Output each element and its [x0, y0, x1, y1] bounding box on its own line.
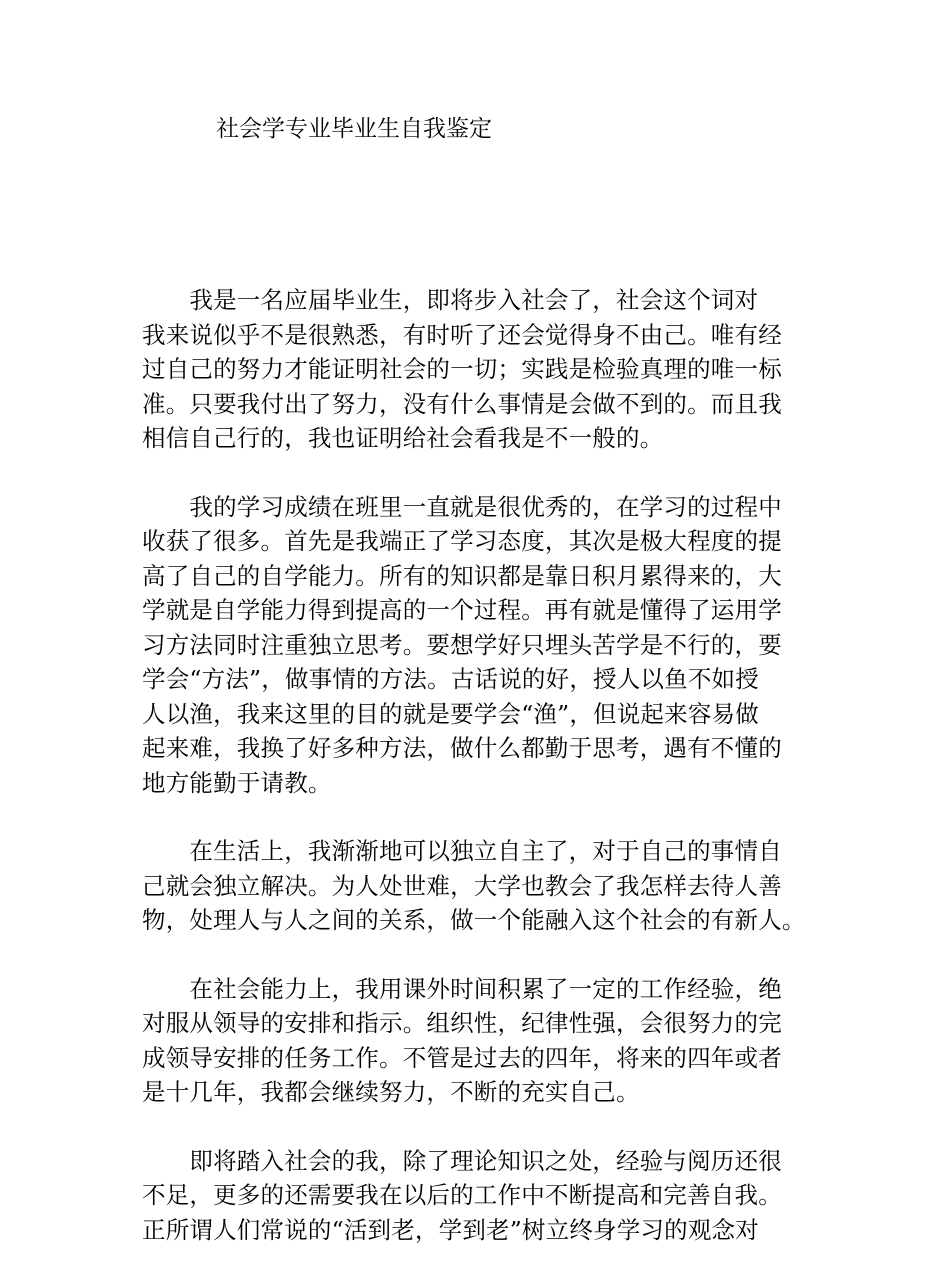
text-line: 学会“方法”，做事情的方法。古话说的好，授人以鱼不如授 — [142, 665, 759, 693]
text-line: 高了自己的自学能力。所有的知识都是靠日积月累得来的，大 — [142, 561, 782, 590]
text-line: 学就是自学能力得到提高的一个过程。再有就是懂得了运用学 — [142, 596, 782, 624]
text-line: 是十几年，我都会继续努力，不断的充实自己。 — [142, 1078, 640, 1106]
text-line: 过自己的努力才能证明社会的一切；实践是检验真理的唯一标 — [142, 355, 782, 383]
text-line: 对服从领导的安排和指示。组织性，纪律性强，会很努力的完 — [142, 1009, 782, 1037]
text-line: 即将踏入社会的我，除了理论知识之处，经验与阅历还很 — [142, 1146, 782, 1175]
text-line: 收获了很多。首先是我端正了学习态度，其次是极大程度的提 — [142, 527, 782, 555]
text-line: 地方能勤于请教。 — [142, 768, 332, 797]
text-line: 习方法同时注重独立思考。要想学好只埋头苦学是不行的，要 — [142, 630, 782, 659]
document-title: 社会学专业毕业生自我鉴定 — [216, 116, 492, 142]
text-line: 己就会独立解决。为人处世难，大学也教会了我怎样去待人善 — [142, 871, 782, 900]
paragraph-2 — [142, 490, 822, 801]
text-line: 不足，更多的还需要我在以后的工作中不断提高和完善自我。 — [142, 1181, 782, 1209]
text-line: 我来说似乎不是很熟悉，有时听了还会觉得身不由己。唯有经 — [142, 320, 782, 349]
text-line: 在生活上，我渐渐地可以独立自主了，对于自己的事情自 — [142, 837, 782, 865]
text-line: 我是一名应届毕业生，即将步入社会了，社会这个词对 — [142, 286, 759, 314]
document-body — [142, 283, 822, 1281]
text-line: 在社会能力上，我用课外时间积累了一定的工作经验，绝 — [142, 974, 782, 1003]
text-line: 我的学习成绩在班里一直就是很优秀的，在学习的过程中 — [142, 492, 782, 521]
text-line: 成领导安排的任务工作。不管是过去的四年，将来的四年或者 — [142, 1043, 782, 1072]
text-line: 人以渔，我来这里的目的就是要学会“渔”，但说起来容易做 — [142, 699, 759, 728]
text-line: 准。只要我付出了努力，没有什么事情是会做不到的。而且我 — [142, 389, 782, 418]
paragraph-1 — [142, 283, 822, 456]
paragraph-5 — [142, 1144, 822, 1248]
text-line: 正所谓人们常说的“活到老，学到老”树立终身学习的观念对 — [142, 1215, 759, 1244]
paragraph-3 — [142, 834, 822, 938]
text-line: 起来难，我换了好多种方法，做什么都勤于思考，遇有不懂的 — [142, 734, 782, 762]
paragraph-4 — [142, 972, 822, 1110]
text-line: 相信自己行的，我也证明给社会看我是不一般的。 — [142, 424, 664, 452]
text-line: 物，处理人与人之间的关系，做一个能融入这个社会的有新人。 — [142, 906, 806, 934]
